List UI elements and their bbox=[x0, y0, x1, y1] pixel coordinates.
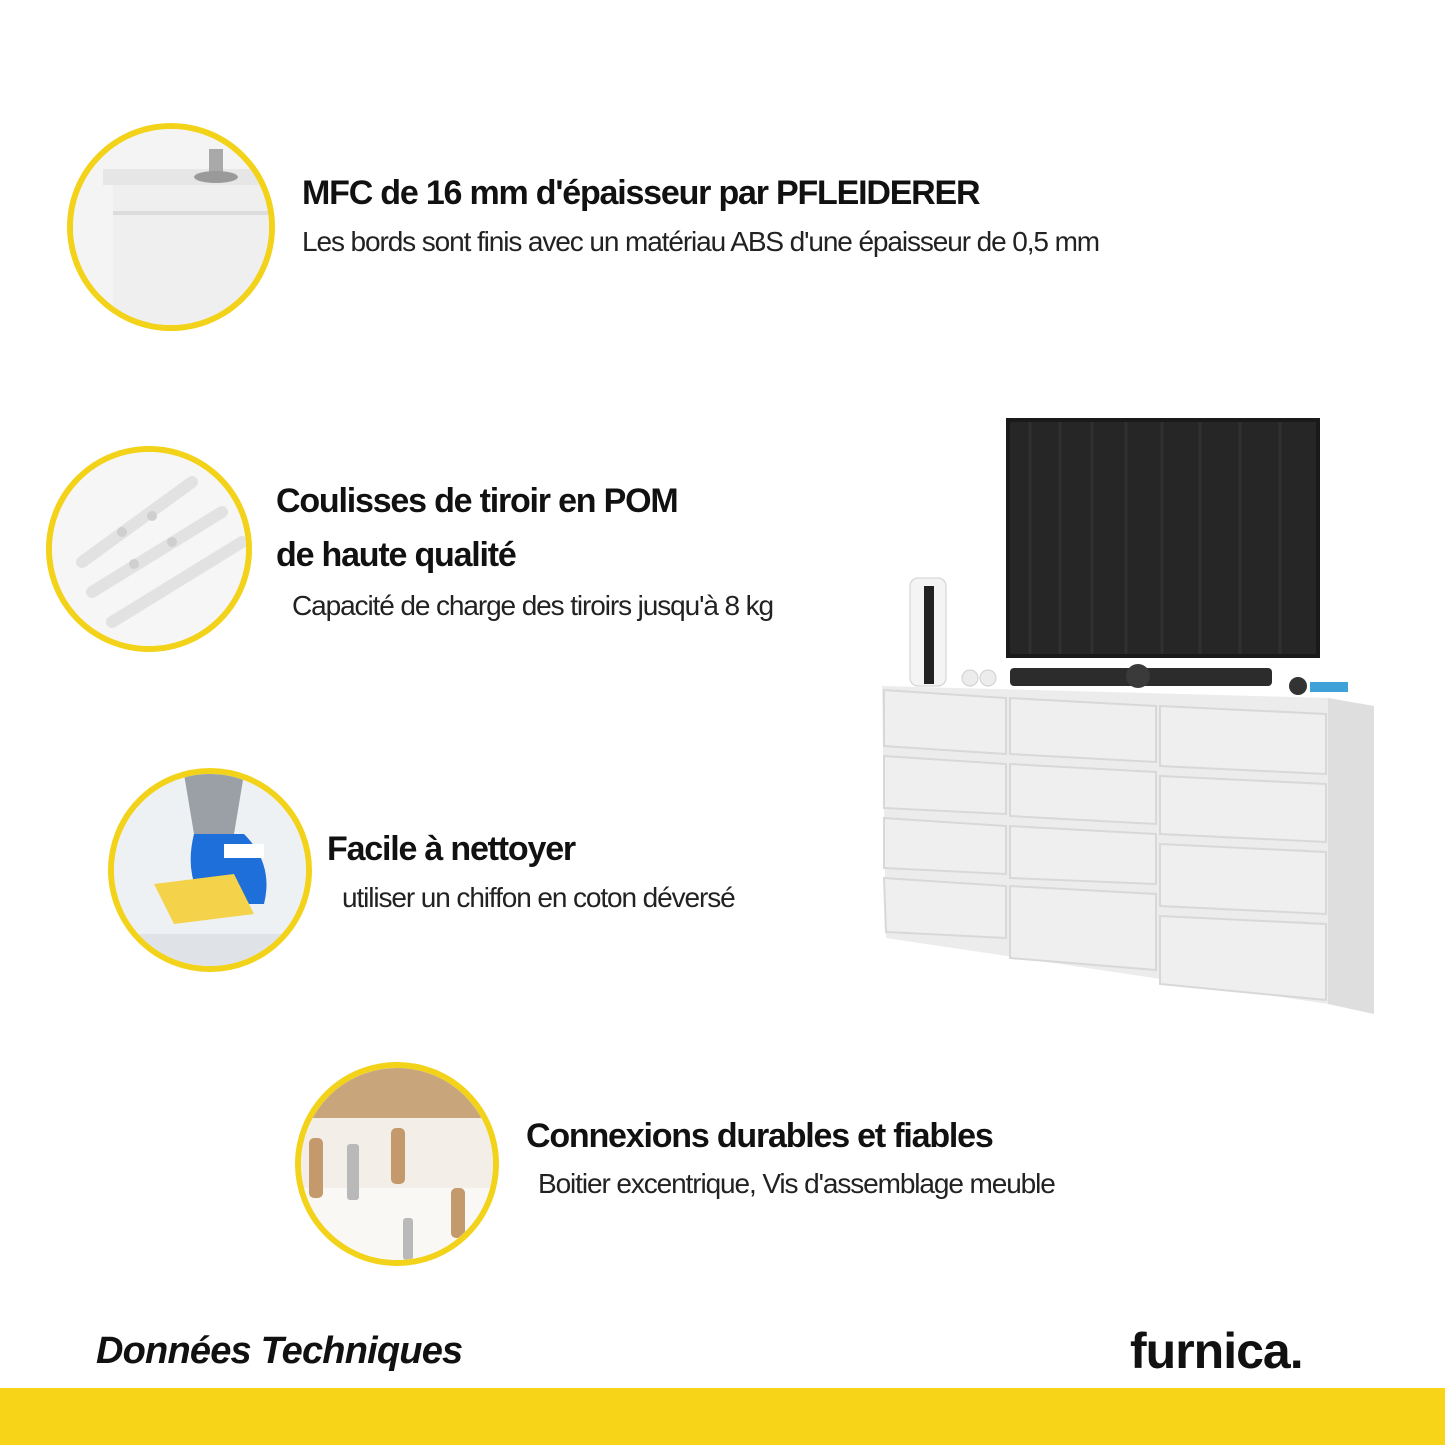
brand-logo: furnica. bbox=[1130, 1323, 1303, 1379]
feature-image-drawer-slides bbox=[46, 446, 252, 652]
feature-subtitle-slides: Capacité de charge des tiroirs jusqu'à 8 kg bbox=[292, 590, 774, 621]
feature-title-mfc: MFC de 16 mm d'épaisseur par PFLEIDERER bbox=[302, 174, 980, 212]
tv-icon bbox=[1006, 418, 1320, 658]
feature-subtitle-connections: Boitier excentrique, Vis d'assemblage meuble bbox=[538, 1168, 1055, 1199]
drawer-slide-icon bbox=[52, 452, 246, 646]
feature-title-slides-line1: Coulisses de tiroir en POM bbox=[276, 482, 678, 520]
dresser-icon bbox=[882, 686, 1374, 1014]
feature-title-connections: Connexions durables et fiables bbox=[526, 1117, 993, 1155]
feature-subtitle-cleaning: utiliser un chiffon en coton déversé bbox=[342, 882, 735, 913]
feature-title-slides-line2: de haute qualité bbox=[276, 536, 516, 574]
feature-image-board-edge bbox=[67, 123, 275, 331]
game-console-icon bbox=[910, 578, 946, 686]
feature-image-connectors bbox=[295, 1062, 499, 1266]
footer-bar bbox=[0, 1388, 1445, 1445]
footer-label: Données Techniques bbox=[96, 1330, 463, 1372]
board-edge-icon bbox=[73, 129, 269, 325]
feature-subtitle-mfc: Les bords sont finis avec un matériau ABS d'une épaisseur de 0,5 mm bbox=[302, 226, 1100, 257]
product-image-dresser-tv bbox=[870, 410, 1390, 1020]
cleaning-icon bbox=[114, 774, 306, 966]
feature-image-cleaning bbox=[108, 768, 312, 972]
dowel-connector-icon bbox=[301, 1068, 493, 1260]
feature-title-cleaning: Facile à nettoyer bbox=[327, 830, 575, 868]
